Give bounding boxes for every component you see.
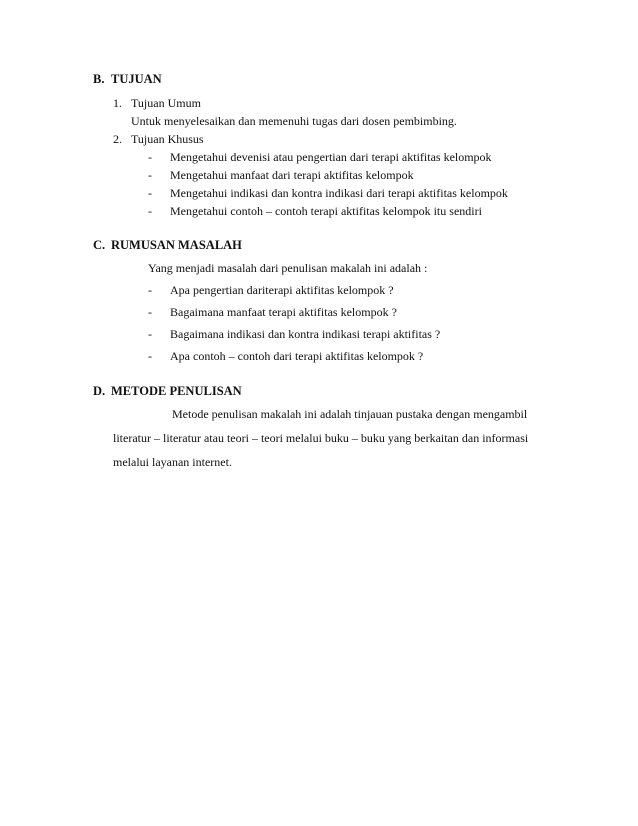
- dash-bullet: -: [148, 150, 152, 164]
- item-number: 2.: [113, 132, 122, 146]
- dash-bullet: -: [148, 168, 152, 182]
- list-item: [148, 283, 394, 298]
- dash-bullet: -: [148, 349, 152, 363]
- dash-bullet: -: [148, 305, 152, 319]
- section-d-title: METODE PENULISAN: [111, 384, 242, 398]
- list-item-text: Bagaimana manfaat terapi aktifitas kelompok ?: [170, 305, 397, 319]
- list-item: [148, 168, 414, 183]
- tujuan-umum-text: Untuk menyelesaikan dan memenuhi tugas dari dosen pembimbing.: [131, 114, 457, 128]
- list-item: [148, 204, 482, 219]
- dash-bullet: -: [148, 283, 152, 297]
- paragraph-line: literatur – literatur atau teori – teori melalui buku – buku yang berkaitan dan informasi: [113, 431, 529, 445]
- tujuan-umum-item: [113, 96, 201, 111]
- list-item: [148, 150, 492, 165]
- section-d-heading: [93, 384, 242, 399]
- section-c-label: C.: [93, 238, 106, 252]
- list-item: [148, 186, 508, 201]
- list-item: [148, 305, 397, 320]
- item-number: 1.: [113, 96, 122, 110]
- section-b-heading: [93, 72, 162, 87]
- paragraph-line: Metode penulisan makalah ini adalah tinjauan pustaka dengan mengambil: [172, 407, 528, 421]
- section-b-title: TUJUAN: [111, 72, 162, 86]
- list-item: [148, 327, 440, 342]
- dash-bullet: -: [148, 204, 152, 218]
- item-title: Tujuan Umum: [131, 96, 201, 110]
- item-title: Tujuan Khusus: [131, 132, 204, 146]
- list-item-text: Apa pengertian dariterapi aktifitas kelompok ?: [170, 283, 394, 297]
- list-item-text: Mengetahui manfaat dari terapi aktifitas kelompok: [170, 168, 414, 182]
- list-item-text: Mengetahui contoh – contoh terapi aktifitas kelompok itu sendiri: [170, 204, 482, 218]
- list-item-text: Apa contoh – contoh dari terapi aktifitas kelompok ?: [170, 349, 424, 363]
- tujuan-khusus-item: [113, 132, 204, 147]
- list-item: [148, 349, 423, 364]
- dash-bullet: -: [148, 186, 152, 200]
- list-item-text: Mengetahui indikasi dan kontra indikasi dari terapi aktifitas kelompok: [170, 186, 508, 200]
- section-c-title: RUMUSAN MASALAH: [111, 238, 242, 252]
- list-item-text: Bagaimana indikasi dan kontra indikasi terapi aktifitas ?: [170, 327, 441, 341]
- section-b-label: B.: [93, 72, 105, 86]
- dash-bullet: -: [148, 327, 152, 341]
- list-item-text: Mengetahui devenisi atau pengertian dari terapi aktifitas kelompok: [170, 150, 492, 164]
- section-c-heading: [93, 238, 242, 253]
- paragraph-line: melalui layanan internet.: [113, 455, 232, 469]
- rumusan-intro: Yang menjadi masalah dari penulisan makalah ini adalah :: [148, 261, 428, 275]
- section-d-label: D.: [93, 384, 106, 398]
